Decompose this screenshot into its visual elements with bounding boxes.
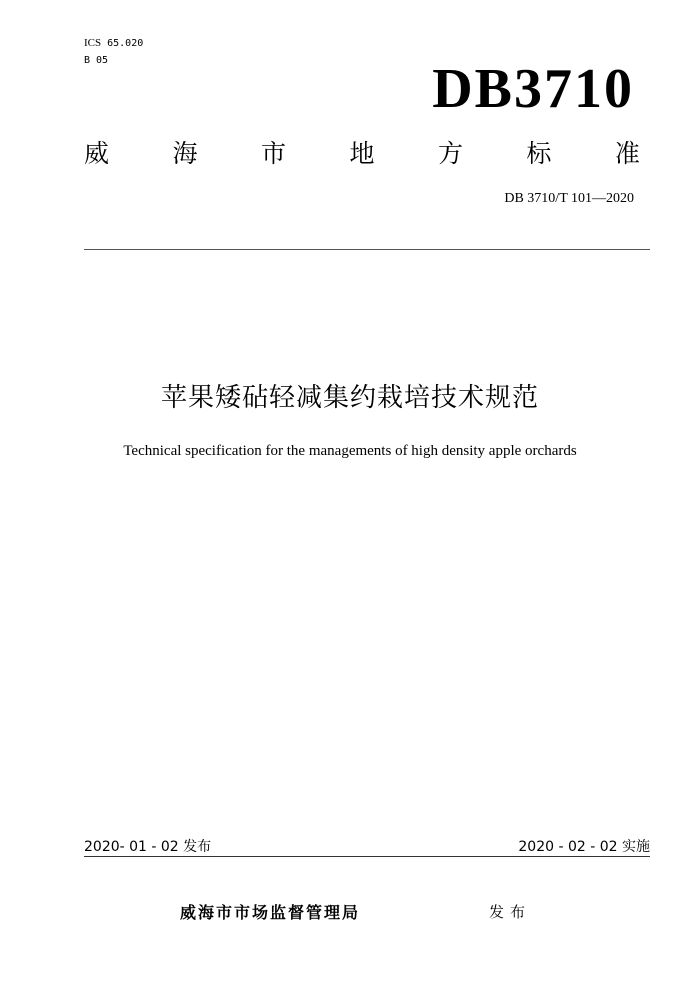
standard-type-heading [84,138,640,170]
implementation-date: 2020 - 02 - 02 实施 [518,839,650,855]
ccs-code: B 05 [84,55,109,66]
publish-label: 发布 [489,903,532,921]
issue-date: 2020- 01 - 02 发布 [84,839,212,855]
standard-type-char: 标 [526,139,552,168]
document-title-chinese: 苹果矮砧轻减集约栽培技术规范 [160,383,539,413]
standard-type-char: 市 [260,139,286,168]
standard-type-char: 地 [349,139,375,168]
ics-label: ICS [84,37,102,49]
standard-type-char: 方 [437,139,463,168]
ics-code: 65.020 [107,38,144,49]
standard-type-char: 海 [172,139,198,168]
standard-type-char: 威 [84,139,110,168]
standard-number: DB 3710/T 101—2020 [504,191,634,206]
ics-classification [84,36,143,51]
publisher-name: 威海市市场监督管理局 [180,903,361,922]
standard-type-char: 准 [614,139,640,168]
document-title-english: Technical specification for the managements of high density apple orchards [123,443,577,459]
db-logo: DB3710 [432,58,634,120]
footer-divider [84,856,650,857]
header-divider [84,249,650,250]
